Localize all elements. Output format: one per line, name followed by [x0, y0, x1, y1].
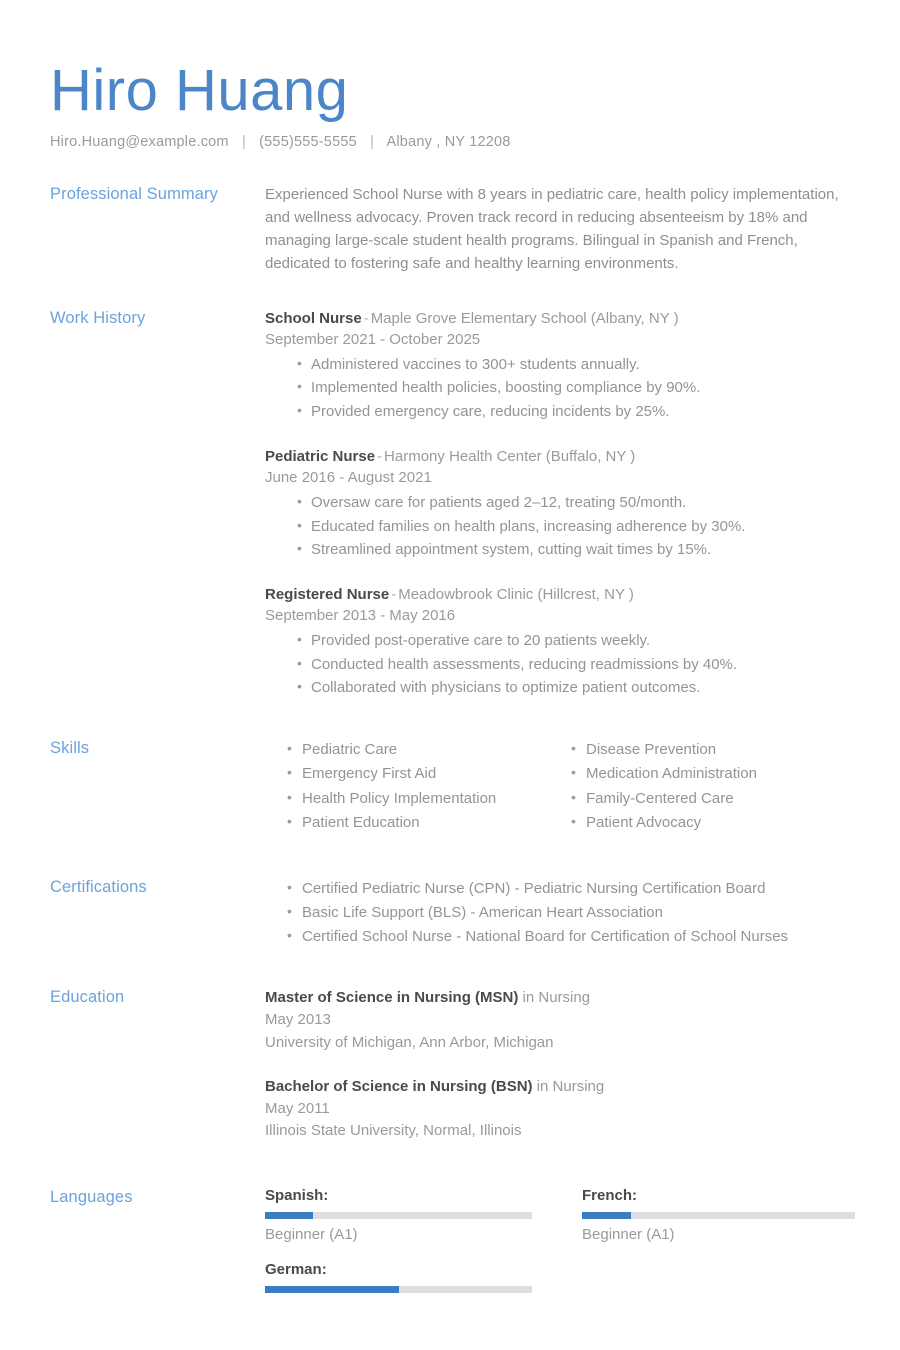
- language-level: Beginner (A1): [582, 1225, 675, 1243]
- languages-grid: [265, 1187, 855, 1318]
- education-entry: [265, 1076, 855, 1143]
- education-body: [265, 987, 855, 1143]
- education-date: May 2011: [265, 1099, 330, 1117]
- contact-line: [50, 134, 900, 150]
- education-date: May 2013: [265, 1011, 331, 1029]
- job-dash: -: [391, 585, 397, 603]
- skill-item: • Patient Education: [287, 811, 571, 835]
- language-name: French:: [582, 1186, 638, 1204]
- job-company: Meadowbrook Clinic (Hillcrest, NY ): [398, 585, 634, 603]
- section-heading-skills: Skills: [50, 739, 90, 758]
- section-heading-languages: Languages: [50, 1187, 133, 1206]
- education-field: in Nursing: [532, 1078, 605, 1096]
- summary-text: Experienced School Nurse with 8 years in pediatric care, health policy implementation, and wellness advocacy. Proven track record in reducing absenteeism by 18% and managing large-scale student health programs. Bilingual in Spanish and French, dedicated to fostering safe and healthy learning environments.: [265, 186, 839, 272]
- section-heading-summary: Professional Summary: [50, 185, 218, 203]
- section-heading-certifications: Certifications: [50, 878, 147, 897]
- language-proficiency-bar: [265, 1286, 532, 1293]
- contact-separator: |: [241, 134, 246, 150]
- section-heading-education: Education: [50, 988, 125, 1007]
- language-item-german: [265, 1261, 560, 1300]
- job-title-line: [265, 446, 855, 467]
- job-bullet: • Conducted health assessments, reducing readmissions by 40%.: [297, 653, 855, 677]
- section-skills: [0, 738, 900, 835]
- job-dates: September 2013 - May 2016: [265, 607, 456, 625]
- education-entry: [265, 987, 855, 1054]
- job-title-line: [265, 584, 855, 605]
- job-dates: September 2021 - October 2025: [265, 331, 481, 349]
- job-title: Registered Nurse: [265, 585, 390, 603]
- job-bullet-list: [265, 629, 855, 700]
- education-school: Illinois State University, Normal, Illinois: [265, 1122, 522, 1140]
- section-education: [0, 987, 900, 1143]
- job-bullet: • Streamlined appointment system, cutting wait times by 15%.: [297, 538, 855, 562]
- education-degree: Bachelor of Science in Nursing (BSN): [265, 1078, 533, 1096]
- job-title: School Nurse: [265, 309, 362, 327]
- job-bullet: • Administered vaccines to 300+ students annually.: [297, 353, 855, 377]
- languages-body: [265, 1187, 855, 1318]
- job-dash: -: [363, 309, 369, 327]
- job-company: Maple Grove Elementary School (Albany, NY ): [370, 309, 679, 327]
- skill-item: • Family-Centered Care: [571, 787, 855, 811]
- language-item-french: [560, 1187, 855, 1243]
- education-degree-line: [265, 1076, 855, 1098]
- job-bullet-list: [265, 491, 855, 562]
- contact-separator: |: [370, 134, 375, 150]
- education-degree-line: [265, 987, 855, 1009]
- job-bullet: • Educated families on health plans, increasing adherence by 30%.: [297, 515, 855, 539]
- job-bullet: • Collaborated with physicians to optimize patient outcomes.: [297, 676, 855, 700]
- skill-item: • Pediatric Care: [287, 738, 571, 762]
- job-entry: [265, 308, 855, 424]
- job-bullet-list: [265, 353, 855, 424]
- language-proficiency-bar: [582, 1212, 855, 1219]
- language-item-spanish: [265, 1187, 560, 1243]
- skill-item: • Medication Administration: [571, 762, 855, 786]
- job-company: Harmony Health Center (Buffalo, NY ): [384, 447, 636, 465]
- job-bullet: • Implemented health policies, boosting compliance by 90%.: [297, 376, 855, 400]
- job-bullet: • Provided post-operative care to 20 patients weekly.: [297, 629, 855, 653]
- language-proficiency-bar: [265, 1212, 532, 1219]
- resume-header: [0, 0, 900, 150]
- summary-body: [265, 184, 855, 276]
- certifications-body: [265, 877, 855, 949]
- job-dash: -: [377, 447, 383, 465]
- education-degree: Master of Science in Nursing (MSN): [265, 989, 519, 1007]
- language-proficiency-fill: [265, 1286, 399, 1293]
- candidate-name: Hiro Huang: [50, 58, 349, 123]
- job-title: Pediatric Nurse: [265, 447, 376, 465]
- skill-item: • Emergency First Aid: [287, 762, 571, 786]
- job-entry: [265, 446, 855, 562]
- language-name: German:: [265, 1260, 327, 1278]
- language-proficiency-fill: [265, 1212, 313, 1219]
- language-level: Beginner (A1): [265, 1225, 358, 1243]
- certification-item: • Certified Pediatric Nurse (CPN) - Pediatric Nursing Certification Board: [287, 877, 855, 901]
- section-languages: [0, 1187, 900, 1318]
- job-dates: June 2016 - August 2021: [265, 469, 432, 487]
- section-work-history: [0, 308, 900, 700]
- skills-columns: [265, 738, 855, 835]
- language-name: Spanish:: [265, 1186, 329, 1204]
- skill-item: • Disease Prevention: [571, 738, 855, 762]
- certification-list: [265, 877, 855, 949]
- section-heading-work-history: Work History: [50, 308, 146, 327]
- skills-list-left: [287, 738, 571, 835]
- certification-item: • Certified School Nurse - National Board for Certification of School Nurses: [287, 925, 855, 949]
- skill-item: • Patient Advocacy: [571, 811, 855, 835]
- job-bullet: • Provided emergency care, reducing incidents by 25%.: [297, 400, 855, 424]
- skills-list-right: [571, 738, 855, 835]
- job-bullet: • Oversaw care for patients aged 2–12, treating 50/month.: [297, 491, 855, 515]
- job-title-line: [265, 308, 855, 329]
- skills-column-right: [571, 738, 855, 835]
- skill-item: • Health Policy Implementation: [287, 787, 571, 811]
- education-field: in Nursing: [518, 989, 591, 1007]
- contact-email: Hiro.Huang@example.com: [50, 134, 229, 150]
- contact-phone: (555)555-5555: [259, 134, 357, 150]
- skills-column-left: [287, 738, 571, 835]
- section-professional-summary: [0, 184, 900, 276]
- education-school: University of Michigan, Ann Arbor, Michigan: [265, 1033, 554, 1051]
- job-entry: [265, 584, 855, 700]
- certification-item: • Basic Life Support (BLS) - American Heart Association: [287, 901, 855, 925]
- language-proficiency-fill: [582, 1212, 631, 1219]
- contact-location: Albany , NY 12208: [386, 134, 511, 150]
- skills-body: [265, 738, 855, 835]
- work-history-body: [265, 308, 855, 700]
- section-certifications: [0, 877, 900, 949]
